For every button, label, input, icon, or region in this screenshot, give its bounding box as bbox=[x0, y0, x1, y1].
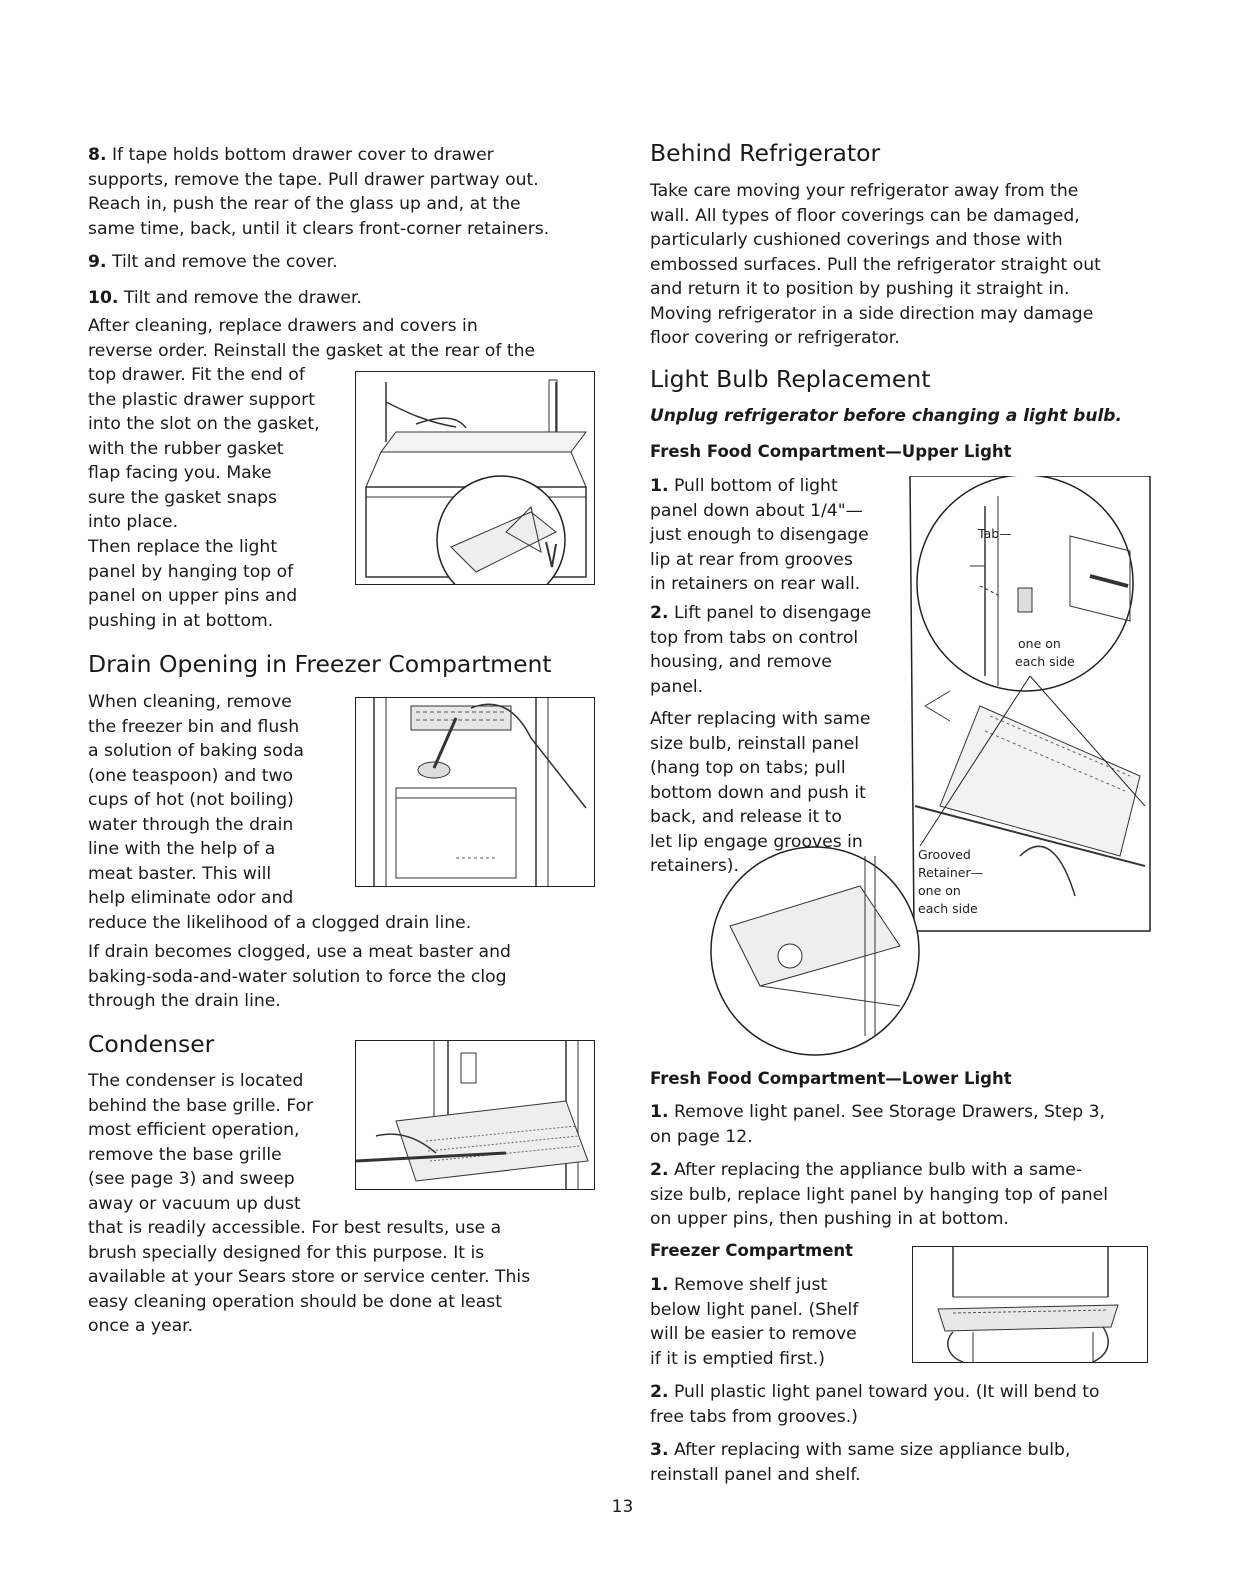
condenser-wrap-1: behind the base grille. For bbox=[88, 1095, 314, 1116]
upper2-line-1: top from tabs on control bbox=[650, 627, 859, 648]
condenser-full-0: that is readily accessible. For best results, use a bbox=[88, 1218, 502, 1238]
drain-wrap-6: line with the help of a bbox=[88, 839, 276, 859]
condenser-wrap-2: most efficient operation, bbox=[88, 1120, 300, 1140]
behind-refrigerator-heading: Behind Refrigerator bbox=[650, 139, 881, 167]
lower1-line-1: on page 12. bbox=[650, 1126, 753, 1147]
step-9-number: 9. bbox=[88, 252, 107, 272]
step-10-number: 10. bbox=[88, 288, 119, 308]
upper-after-0: After replacing with same bbox=[650, 709, 871, 729]
step-8-line-3: same time, back, until it clears front-corner retainers. bbox=[88, 218, 550, 239]
lower-step-2 bbox=[650, 1158, 1170, 1232]
condenser-wrap-0: The condenser is located bbox=[88, 1071, 304, 1091]
upper1-line-4: in retainers on rear wall. bbox=[650, 574, 861, 594]
drain-full-line: reduce the likelihood of a clogged drain line. bbox=[88, 912, 472, 933]
condenser-full-4: once a year. bbox=[88, 1316, 194, 1336]
drain-wrap-7: meat baster. This will bbox=[88, 863, 272, 884]
behind-line-0: Take care moving your refrigerator away from the bbox=[650, 181, 1079, 201]
freezer2-line-1: free tabs from grooves.) bbox=[650, 1406, 858, 1427]
upper-step-2-number: 2. bbox=[650, 603, 669, 623]
step-8-line-1: supports, remove the tape. Pull drawer partway out. bbox=[88, 169, 539, 190]
upper-after-4: back, and release it to bbox=[650, 807, 842, 827]
upper-light-illustration bbox=[700, 476, 1152, 1058]
panel-wrap-0: Then replace the light bbox=[88, 537, 278, 557]
after-line-1: reverse order. Reinstall the gasket at the rear of the bbox=[88, 340, 536, 361]
lower2-line-1: size bulb, replace light panel by hanging top of panel bbox=[650, 1184, 1109, 1205]
after-wrap-4: flap facing you. Make bbox=[88, 463, 272, 483]
panel-wrap-3: pushing in at bottom. bbox=[88, 610, 274, 631]
step-9-text: Tilt and remove the cover. bbox=[111, 252, 338, 272]
lower-step-1-number: 1. bbox=[650, 1102, 669, 1122]
after-wrap-3: with the rubber gasket bbox=[88, 438, 284, 459]
lower-step-1 bbox=[650, 1100, 1170, 1149]
condenser-wrap-4: (see page 3) and sweep bbox=[88, 1169, 295, 1189]
freezer-step-2-number: 2. bbox=[650, 1382, 669, 1402]
page-number: 13 bbox=[611, 1497, 634, 1517]
behind-refrigerator-paragraph bbox=[650, 179, 1160, 351]
freezer2-line-0: Pull plastic light panel toward you. (It will bend to bbox=[673, 1382, 1100, 1402]
drain-drawing bbox=[356, 698, 594, 886]
lower1-line-0: Remove light panel. See Storage Drawers, Step 3, bbox=[673, 1102, 1105, 1122]
upper-after-2: (hang top on tabs; pull bbox=[650, 758, 846, 778]
behind-line-2: particularly cushioned coverings and those with bbox=[650, 230, 1063, 250]
lower-step-2-number: 2. bbox=[650, 1160, 669, 1180]
drain-clog-1: baking-soda-and-water solution to force the clog bbox=[88, 966, 507, 987]
one-on-label: one on bbox=[1018, 636, 1061, 651]
drain-illustration bbox=[355, 697, 595, 887]
after-wrap-1: the plastic drawer support bbox=[88, 389, 315, 410]
drain-wrap-5: water through the drain bbox=[88, 814, 294, 835]
upper1-line-0: Pull bottom of light bbox=[673, 476, 838, 496]
freezer-step-3-number: 3. bbox=[650, 1440, 669, 1460]
each-side-label: each side bbox=[1015, 654, 1075, 669]
after-wrap-5: sure the gasket snaps bbox=[88, 487, 278, 508]
after-wrap-0: top drawer. Fit the end of bbox=[88, 365, 305, 385]
each-side-label-2: each side bbox=[918, 901, 978, 916]
freezer-shelf-drawing bbox=[913, 1247, 1147, 1362]
upper1-line-1: panel down about 1/4"— bbox=[650, 500, 863, 521]
upper2-line-2: housing, and remove bbox=[650, 652, 832, 672]
behind-line-1: wall. All types of floor coverings can be damaged, bbox=[650, 205, 1080, 226]
condenser-wrap-5: away or vacuum up dust bbox=[88, 1193, 301, 1214]
step-8-number: 8. bbox=[88, 145, 107, 165]
freezer-step-1-number: 1. bbox=[650, 1275, 669, 1295]
drain-wrap-3: (one teaspoon) and two bbox=[88, 765, 294, 786]
condenser-illustration bbox=[355, 1040, 595, 1190]
after-wrap-6: into place. bbox=[88, 512, 179, 532]
freezer-step-1 bbox=[650, 1273, 910, 1371]
freezer-heading: Freezer Compartment bbox=[650, 1241, 854, 1260]
upper-after-1: size bulb, reinstall panel bbox=[650, 733, 860, 754]
drain-wrap-8: help eliminate odor and bbox=[88, 888, 294, 908]
upper-step-1-number: 1. bbox=[650, 476, 669, 496]
condenser-full-1: brush specially designed for this purpose. It is bbox=[88, 1242, 485, 1263]
panel-wrap-2: panel on upper pins and bbox=[88, 586, 298, 606]
condenser-full-3: easy cleaning operation should be done at least bbox=[88, 1291, 502, 1312]
step-8-line-0: If tape holds bottom drawer cover to drawer bbox=[111, 145, 494, 165]
behind-line-4: and return it to position by pushing it straight in. bbox=[650, 279, 1070, 299]
freezer3-line-0: After replacing with same size appliance bulb, bbox=[673, 1440, 1071, 1460]
retainer-label: Retainer— bbox=[918, 865, 984, 880]
light-bulb-heading: Light Bulb Replacement bbox=[650, 365, 931, 393]
behind-line-3: embossed surfaces. Pull the refrigerator straight out bbox=[650, 254, 1101, 275]
upper-light-heading: Fresh Food Compartment—Upper Light bbox=[650, 442, 1012, 461]
drain-heading: Drain Opening in Freezer Compartment bbox=[88, 650, 552, 678]
freezer3-line-1: reinstall panel and shelf. bbox=[650, 1464, 861, 1485]
upper2-line-0: Lift panel to disengage bbox=[673, 603, 872, 623]
upper-after-5: let lip engage grooves in bbox=[650, 831, 863, 852]
step-10 bbox=[88, 286, 608, 311]
freezer-shelf-illustration bbox=[912, 1246, 1148, 1363]
step-8-line-2: Reach in, push the rear of the glass up and, at the bbox=[88, 194, 521, 214]
behind-line-5: Moving refrigerator in a side direction may damage bbox=[650, 303, 1094, 324]
freezer-step-3 bbox=[650, 1438, 1170, 1487]
grooved-label: Grooved bbox=[918, 847, 971, 862]
drain-clog-0: If drain becomes clogged, use a meat baster and bbox=[88, 942, 511, 962]
unplug-warning: Unplug refrigerator before changing a light bulb. bbox=[650, 406, 1122, 426]
upper-after-3: bottom down and push it bbox=[650, 782, 866, 803]
panel-wrap-1: panel by hanging top of bbox=[88, 561, 294, 582]
drain-clog-paragraph bbox=[88, 940, 608, 1014]
after-line-0: After cleaning, replace drawers and covers in bbox=[88, 316, 478, 336]
step-9 bbox=[88, 250, 608, 275]
tab-label: Tab— bbox=[978, 526, 1012, 541]
condenser-wrap-3: remove the base grille bbox=[88, 1144, 282, 1165]
upper1-line-2: just enough to disengage bbox=[650, 525, 869, 545]
upper-after-6: retainers). bbox=[650, 856, 739, 876]
upper2-line-3: panel. bbox=[650, 676, 704, 697]
upper1-line-3: lip at rear from grooves bbox=[650, 549, 853, 570]
one-on-label-2: one on bbox=[918, 883, 961, 898]
replace-panel-paragraph bbox=[88, 535, 348, 633]
behind-line-6: floor covering or refrigerator. bbox=[650, 328, 900, 348]
condenser-heading: Condenser bbox=[88, 1030, 215, 1058]
freezer-step-2 bbox=[650, 1380, 1170, 1429]
drawer-illustration bbox=[355, 371, 595, 585]
lower2-line-2: on upper pins, then pushing in at bottom. bbox=[650, 1209, 1009, 1229]
freezer1-line-1: below light panel. (Shelf bbox=[650, 1299, 859, 1320]
drain-wrap-2: a solution of baking soda bbox=[88, 741, 304, 761]
condenser-full-2: available at your Sears store or service center. This bbox=[88, 1267, 531, 1287]
drain-clog-2: through the drain line. bbox=[88, 991, 281, 1011]
drain-wrap-4: cups of hot (not boiling) bbox=[88, 790, 294, 810]
step-10-text: Tilt and remove the drawer. bbox=[123, 288, 362, 308]
step-8 bbox=[88, 143, 608, 241]
condenser-drawing bbox=[356, 1041, 594, 1189]
drain-wrap-0: When cleaning, remove bbox=[88, 692, 292, 712]
freezer1-line-0: Remove shelf just bbox=[673, 1275, 828, 1295]
lower2-line-0: After replacing the appliance bulb with a same- bbox=[673, 1160, 1083, 1180]
lower-light-heading: Fresh Food Compartment—Lower Light bbox=[650, 1069, 1012, 1088]
drain-wrap-1: the freezer bin and flush bbox=[88, 716, 300, 737]
drawer-drawing bbox=[356, 372, 594, 584]
after-wrap-2: into the slot on the gasket, bbox=[88, 414, 320, 434]
freezer1-line-2: will be easier to remove bbox=[650, 1324, 857, 1344]
freezer1-line-3: if it is emptied first.) bbox=[650, 1348, 825, 1369]
